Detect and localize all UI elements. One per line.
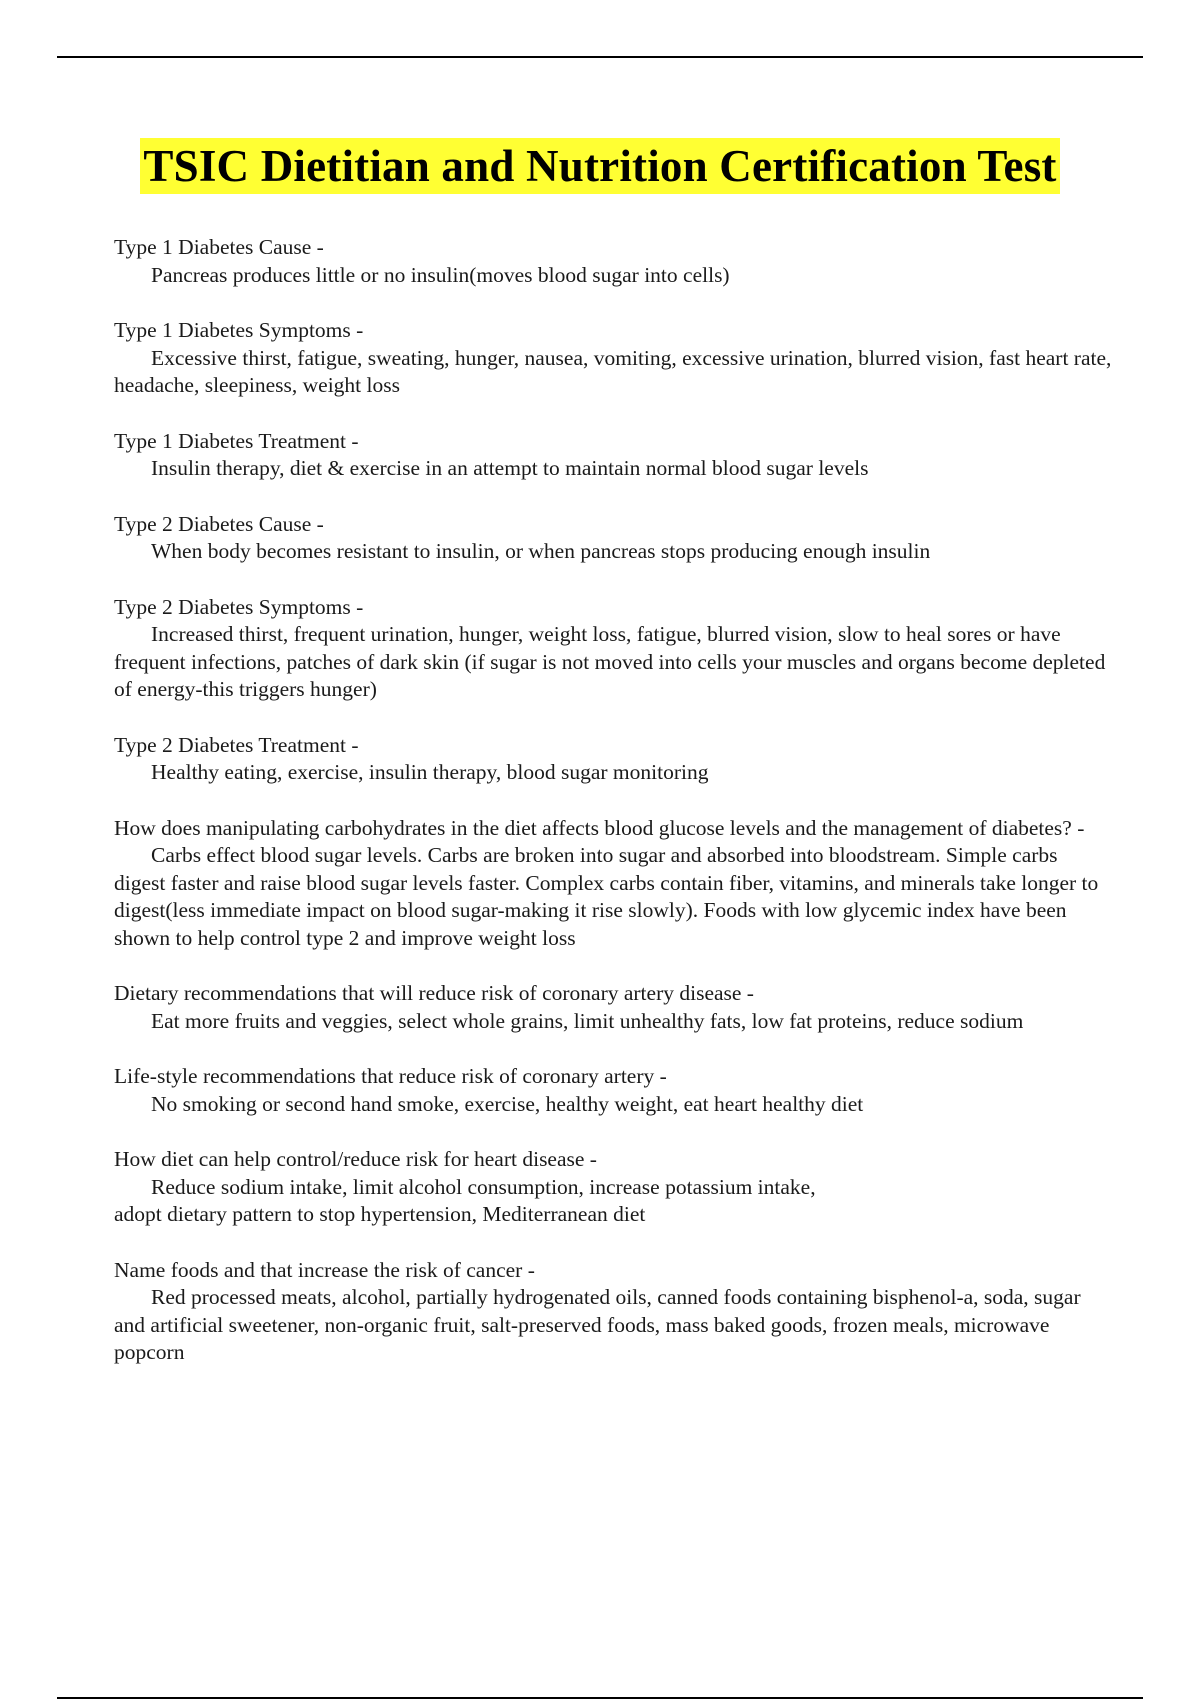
question-text: Name foods and that increase the risk of cancer - (114, 1257, 535, 1282)
qa-item (114, 511, 1114, 566)
document-body (114, 234, 1114, 1395)
qa-item (114, 234, 1114, 289)
answer-text-line-2: adopt dietary pattern to stop hypertension, Mediterranean diet (114, 1202, 646, 1226)
qa-item (114, 1257, 1114, 1367)
answer-text: Eat more fruits and veggies, select whole grains, limit unhealthy fats, low fat proteins, reduce sodium (151, 1008, 1024, 1033)
question-text: Type 2 Diabetes Treatment - (114, 732, 359, 757)
question-text: Life-style recommendations that reduce risk of coronary artery - (114, 1064, 667, 1088)
question-text: Type 1 Diabetes Treatment - (114, 428, 359, 453)
answer-text: Pancreas produces little or no insulin(moves blood sugar into cells) (151, 262, 730, 287)
qa-item (114, 732, 1114, 787)
question-text: Type 2 Diabetes Cause - (114, 511, 324, 536)
question-text: Type 2 Diabetes Symptoms - (114, 594, 364, 619)
question-text: Type 1 Diabetes Symptoms - (114, 318, 364, 342)
bottom-rule (57, 1697, 1143, 1699)
answer-text: Carbs effect blood sugar levels. Carbs are broken into sugar and absorbed into bloodstream. Simple carbs digest faster and raise blood sugar levels faster. Complex carbs contain fiber, vitamins, and minerals take longer to digest(less immediate impact on blood sugar-making it rise slowly). Foods with low glycemic index have been shown to help control type 2 and improve weight loss (114, 843, 1099, 950)
answer-text: Healthy eating, exercise, insulin therapy, blood sugar monitoring (151, 760, 709, 784)
qa-item (114, 815, 1114, 953)
answer-text: Insulin therapy, diet & exercise in an attempt to maintain normal blood sugar levels (151, 456, 869, 480)
answer-text: Red processed meats, alcohol, partially hydrogenated oils, canned foods containing bisphenol-a, soda, sugar and artificial sweetener, non-organic fruit, salt-preserved foods, mass baked goods, frozen meals, microwave popcorn (114, 1285, 1081, 1364)
answer-text: No smoking or second hand smoke, exercise, healthy weight, eat heart healthy diet (151, 1091, 864, 1116)
question-text: How does manipulating carbohydrates in the diet affects blood glucose levels and the management of diabetes? - (114, 815, 1085, 840)
qa-item (114, 594, 1114, 704)
question-text: Dietary recommendations that will reduce risk of coronary artery disease - (114, 981, 754, 1005)
qa-item (114, 1063, 1114, 1118)
question-text: Type 1 Diabetes Cause - (114, 235, 324, 259)
answer-text: When body becomes resistant to insulin, or when pancreas stops producing enough insulin (151, 539, 931, 563)
answer-text: Increased thirst, frequent urination, hunger, weight loss, fatigue, blurred vision, slow to heal sores or have frequent infections, patches of dark skin (if sugar is not moved into cells your muscles and organs become depleted of energy-this triggers hunger) (114, 622, 1106, 701)
qa-item (114, 1146, 1114, 1229)
qa-item (114, 317, 1114, 400)
answer-text: Excessive thirst, fatigue, sweating, hunger, nausea, vomiting, excessive urination, blurred vision, fast heart rate, headache, sleepiness, weight loss (114, 345, 1112, 397)
qa-item (114, 980, 1114, 1035)
qa-item (114, 428, 1114, 483)
title-container (0, 138, 1200, 194)
top-rule (57, 56, 1143, 58)
answer-text-line-1: Reduce sodium intake, limit alcohol consumption, increase potassium intake, (151, 1174, 816, 1199)
document-title: TSIC Dietitian and Nutrition Certification Test (140, 138, 1059, 194)
question-text: How diet can help control/reduce risk for heart disease - (114, 1147, 597, 1171)
